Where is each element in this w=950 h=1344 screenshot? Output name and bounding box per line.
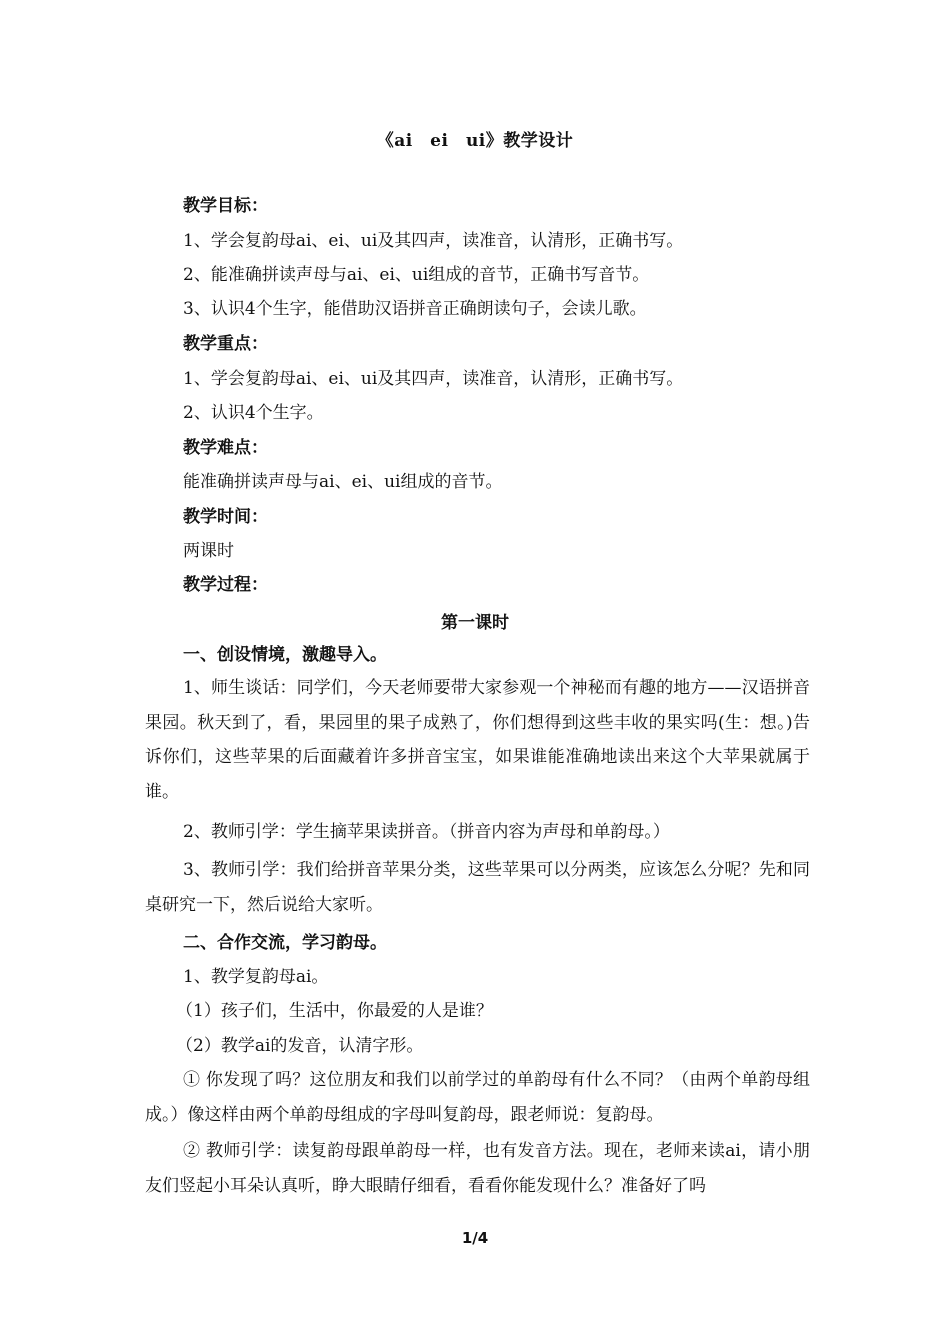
time-text: 两课时	[183, 541, 234, 561]
section-1-paragraph-2: 2、教师引学：学生摘苹果读拼音。（拼音内容为声母和单韵母。）	[183, 822, 670, 842]
section-1-paragraph-1: 1、师生谈话：同学们，今天老师要带大家参观一个神秘而有趣的地方——汉语拼音果园。秋天到了，看，果园里的果子成熟了，你们想得到这些丰收的果实吗(生：想。)告诉你们，这些苹果的后面藏着许多拼音宝宝，如果谁能准确地读出来这个大苹果就属于谁。	[145, 678, 810, 802]
page-number: 1/4	[461, 1229, 489, 1247]
key-heading: 教学重点：	[183, 334, 268, 354]
section-1-paragraph-3: 3、教师引学：我们给拼音苹果分类，这些苹果可以分两类，应该怎么分呢？先和同桌研究一下，然后说给大家听。	[145, 860, 810, 915]
section-1-heading: 一、创设情境，激趣导入。	[183, 645, 387, 665]
difficulty-text: 能准确拼读声母与ai、ei、ui组成的音节。	[183, 472, 503, 492]
goal-item-1: 1、学会复韵母ai、ei、ui及其四声，读准音，认清形，正确书写。	[183, 231, 684, 251]
key-item-2: 2、认识4个生字。	[183, 403, 324, 423]
section-2-paragraph-4: ① 你发现了吗？这位朋友和我们以前学过的单韵母有什么不同？（由两个单韵母组成。）像这样由两个单韵母组成的字母叫复韵母，跟老师说：复韵母。	[145, 1070, 810, 1125]
goals-heading: 教学目标：	[183, 196, 268, 216]
goal-item-2: 2、能准确拼读声母与ai、ei、ui组成的音节，正确书写音节。	[183, 265, 650, 285]
time-heading: 教学时间：	[183, 507, 268, 527]
section-2-paragraph-5: ② 教师引学：读复韵母跟单韵母一样，也有发音方法。现在，老师来读ai，请小朋友们竖起小耳朵认真听，睁大眼睛仔细看，看看你能发现什么？准备好了吗	[145, 1141, 810, 1196]
difficulty-heading: 教学难点：	[183, 438, 268, 458]
document-title: 《ai ei ui》教学设计	[376, 131, 574, 151]
section-2-item-2: （1）孩子们，生活中，你最爱的人是谁？	[176, 1001, 493, 1021]
section-2-heading: 二、合作交流，学习韵母。	[183, 933, 387, 953]
section-2-item-3: （2）教学ai的发音，认清字形。	[176, 1036, 424, 1056]
lesson-1-heading: 第一课时	[441, 613, 509, 633]
process-heading: 教学过程：	[183, 575, 268, 595]
section-2-item-1: 1、教学复韵母ai。	[183, 967, 329, 987]
key-item-1: 1、学会复韵母ai、ei、ui及其四声，读准音，认清形，正确书写。	[183, 369, 684, 389]
goal-item-3: 3、认识4个生字，能借助汉语拼音正确朗读句子，会读儿歌。	[183, 299, 647, 319]
